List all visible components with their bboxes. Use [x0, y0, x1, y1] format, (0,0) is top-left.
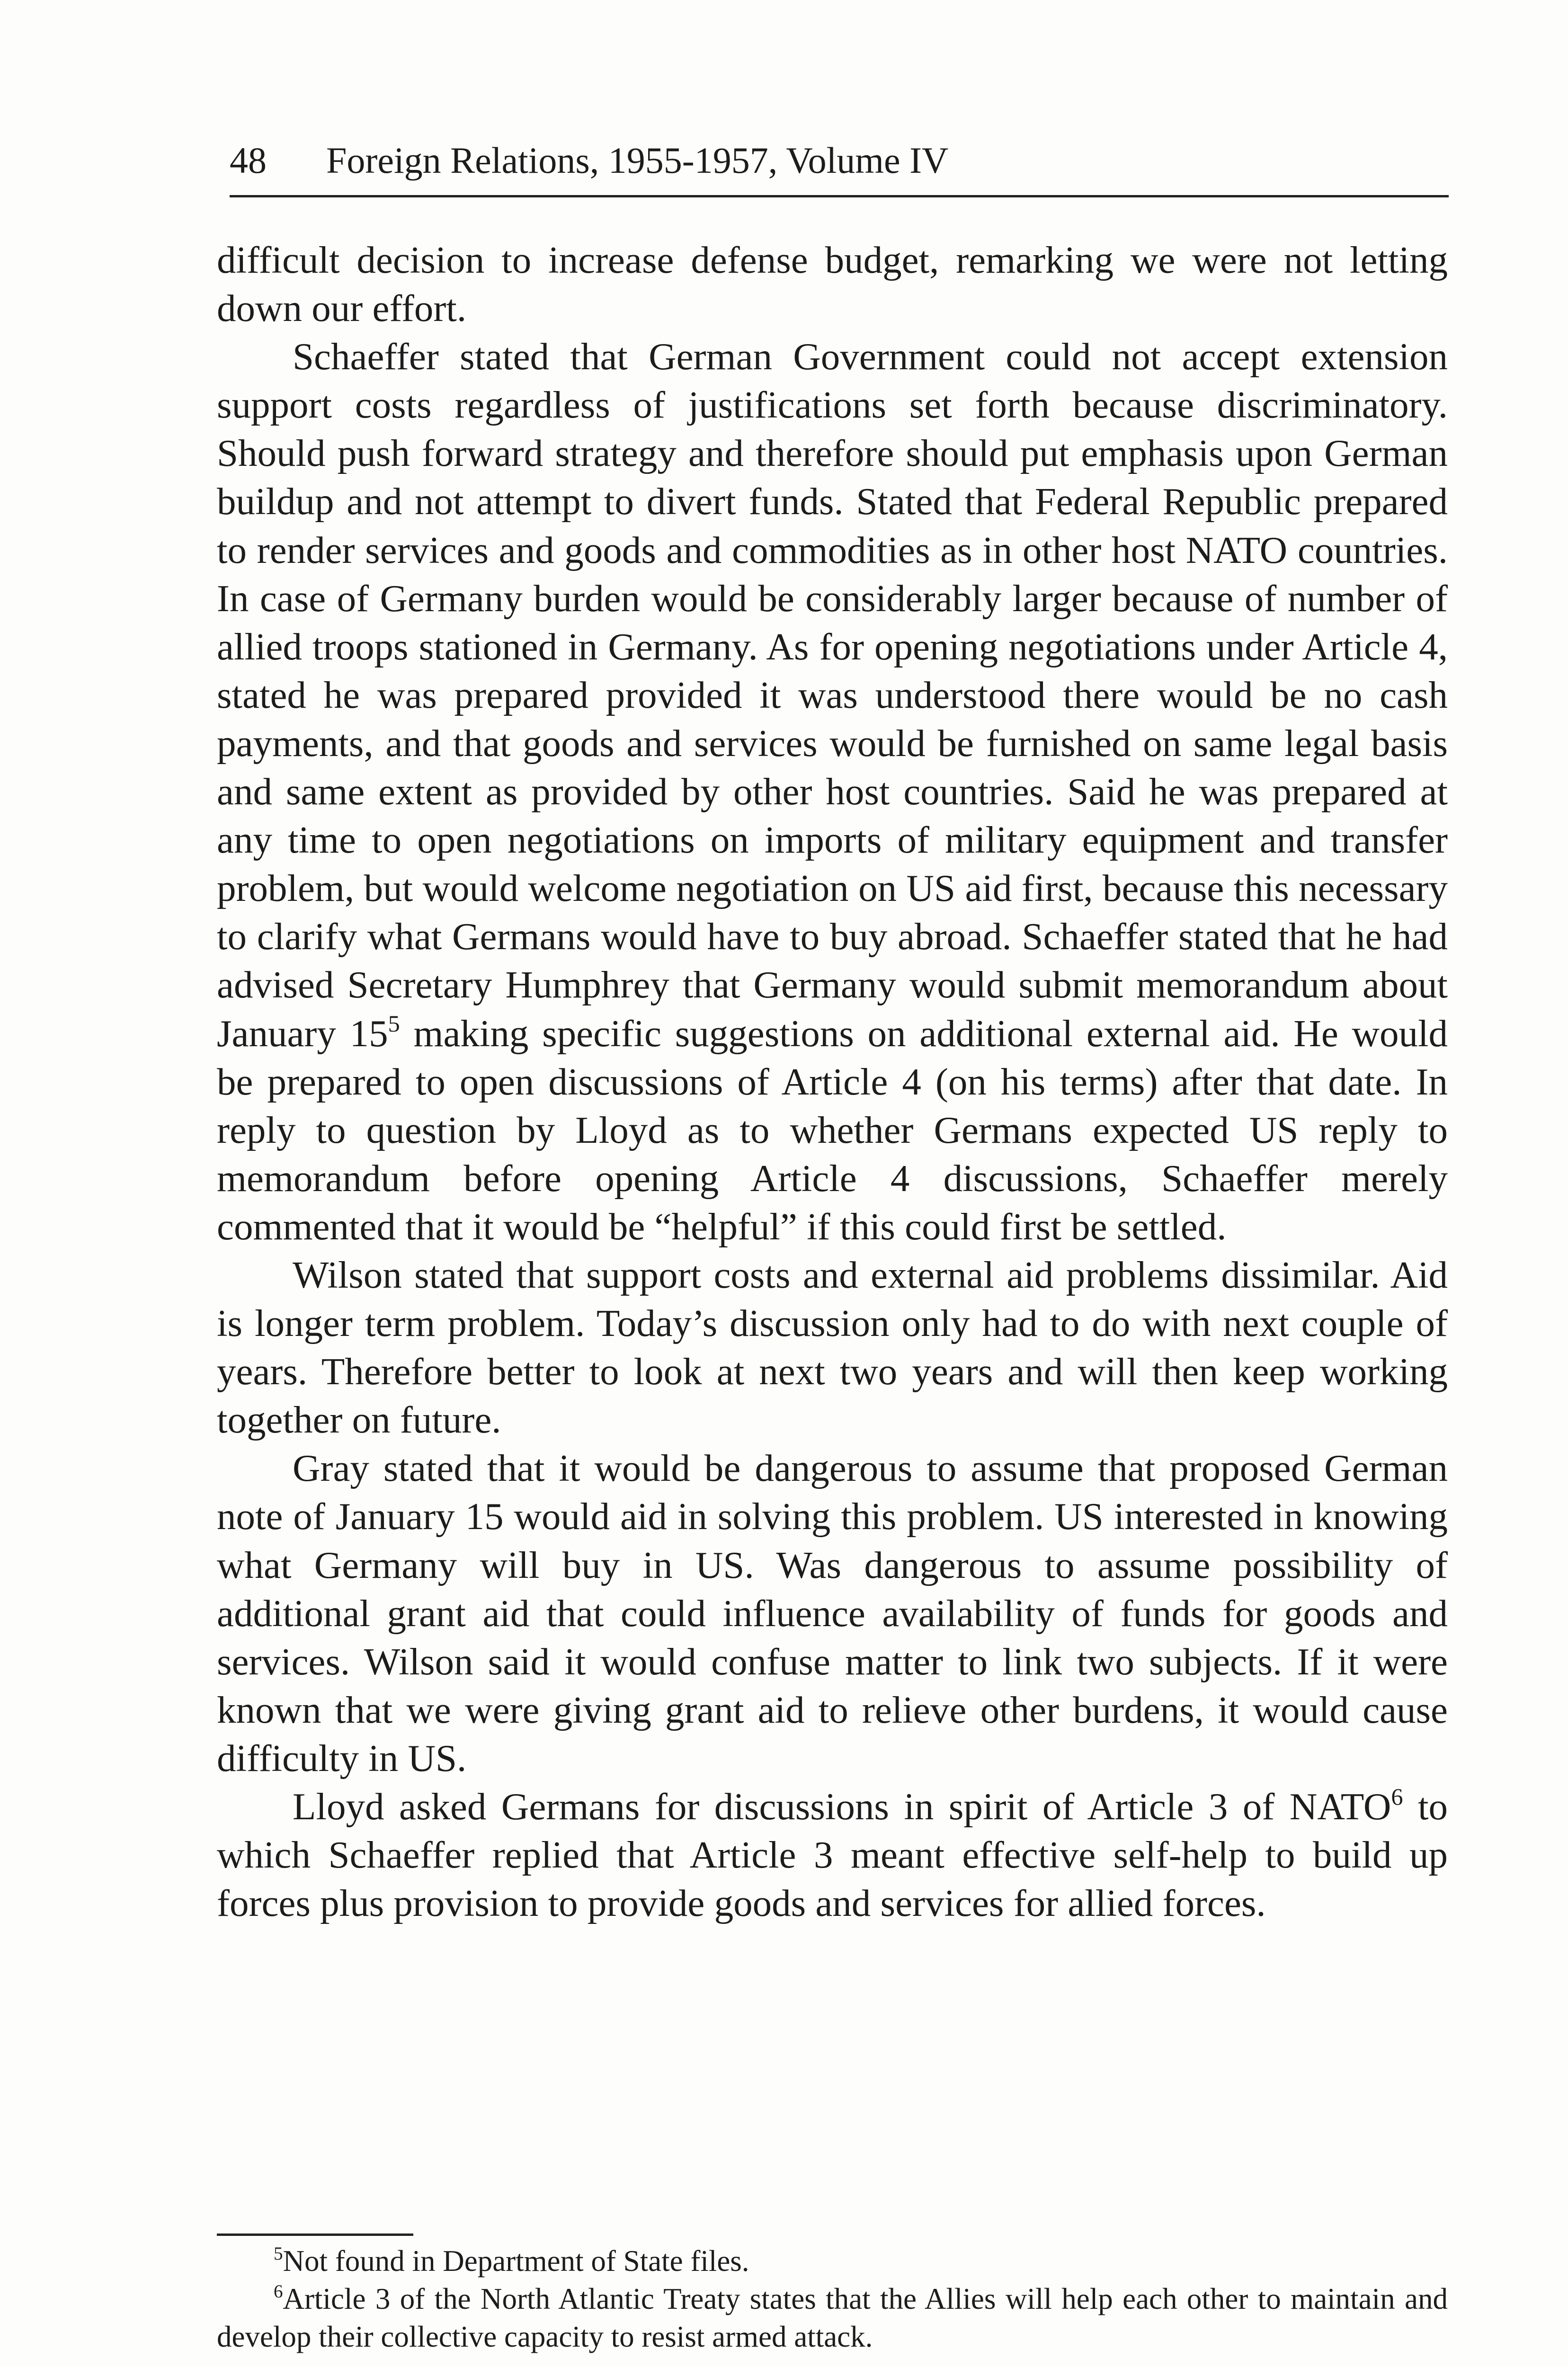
footnote-6-text: Article 3 of the North Atlantic Treaty states that the Allies will help each other to maintain and develop their collective capacity to resist armed attack.: [217, 2282, 1448, 2353]
running-header: [230, 138, 1449, 197]
paragraph-lloyd-text-b: to which Schaeffer replied that Article 3 meant effective self-help to build up forces plus provision to provide goods and services for allied forces.: [217, 1785, 1448, 1925]
footnote-ref-6: 6: [1391, 1783, 1403, 1810]
paragraph-schaeffer: [217, 332, 1448, 1251]
footnotes: [217, 2242, 1448, 2356]
footnote-divider: [217, 2234, 413, 2236]
footnote-5-marker: 5: [274, 2243, 283, 2264]
page-number: 48: [230, 140, 267, 181]
paragraph-continuation: difficult decision to increase defense budget, remarking we were not letting down our effort.: [217, 239, 1448, 330]
footnote-6-marker: 6: [274, 2281, 283, 2302]
footnote-6: [217, 2280, 1448, 2356]
running-title: Foreign Relations, 1955-1957, Volume IV: [326, 140, 949, 181]
paragraph-schaeffer-text-b: making specific suggestions on additional external aid. He would be prepared to open discussions of Article 4 (on his terms) after that date. In reply to question by Lloyd as to whether Germans expected US reply to memorandum before opening Article 4 discussions, Schaeffer merely commented that it would be “helpful” if this could first be settled.: [217, 1012, 1448, 1248]
paragraph-schaeffer-text-a: Schaeffer stated that German Government could not accept extension support costs regardless of justifications set forth because discriminatory. Should push forward strategy and therefore should put emphasis upon German buildup and not attempt to divert funds. Stated that Federal Republic prepared to render services and goods and commodities as in other host NATO countries. In case of Germany burden would be considerably larger because of number of allied troops stationed in Germany. As for opening negotiations under Article 4, stated he was prepared provided it was understood there would be no cash payments, and that goods and services would be furnished on same legal basis and same extent as provided by other host countries. Said he was prepared at any time to open negotiations on imports of military equipment and transfer problem, but would welcome negotiation on US aid first, because this necessary to clarify what Germans would have to buy abroad. Schaeffer stated that he had advised Secretary Humphrey that Germany would submit memorandum about January 15: [217, 335, 1448, 1055]
paragraph-lloyd-text-a: Lloyd asked Germans for discussions in spirit of Article 3 of NATO: [293, 1785, 1391, 1828]
paragraph-lloyd: [217, 1782, 1448, 1927]
footnote-ref-5: 5: [388, 1010, 400, 1037]
paragraph-gray: Gray stated that it would be dangerous to assume that proposed German note of January 15 would aid in solving this problem. US interested in knowing what Germany will buy in US. Was dangerous to assume possibility of additional grant aid that could influence availability of funds for goods and services. Wilson said it would confuse matter to link two subjects. If it were known that we were giving grant aid to relieve other burdens, it would cause difficulty in US.: [217, 1447, 1448, 1780]
footnote-5-text: Not found in Department of State files.: [283, 2244, 749, 2278]
paragraph-wilson: Wilson stated that support costs and external aid problems dissimilar. Aid is longer term problem. Today’s discussion only had to do with next couple of years. Therefore better to look at next two years and will then keep working together on future.: [217, 1253, 1448, 1442]
main-text: [217, 236, 1448, 1927]
footnote-5: [217, 2242, 1448, 2280]
